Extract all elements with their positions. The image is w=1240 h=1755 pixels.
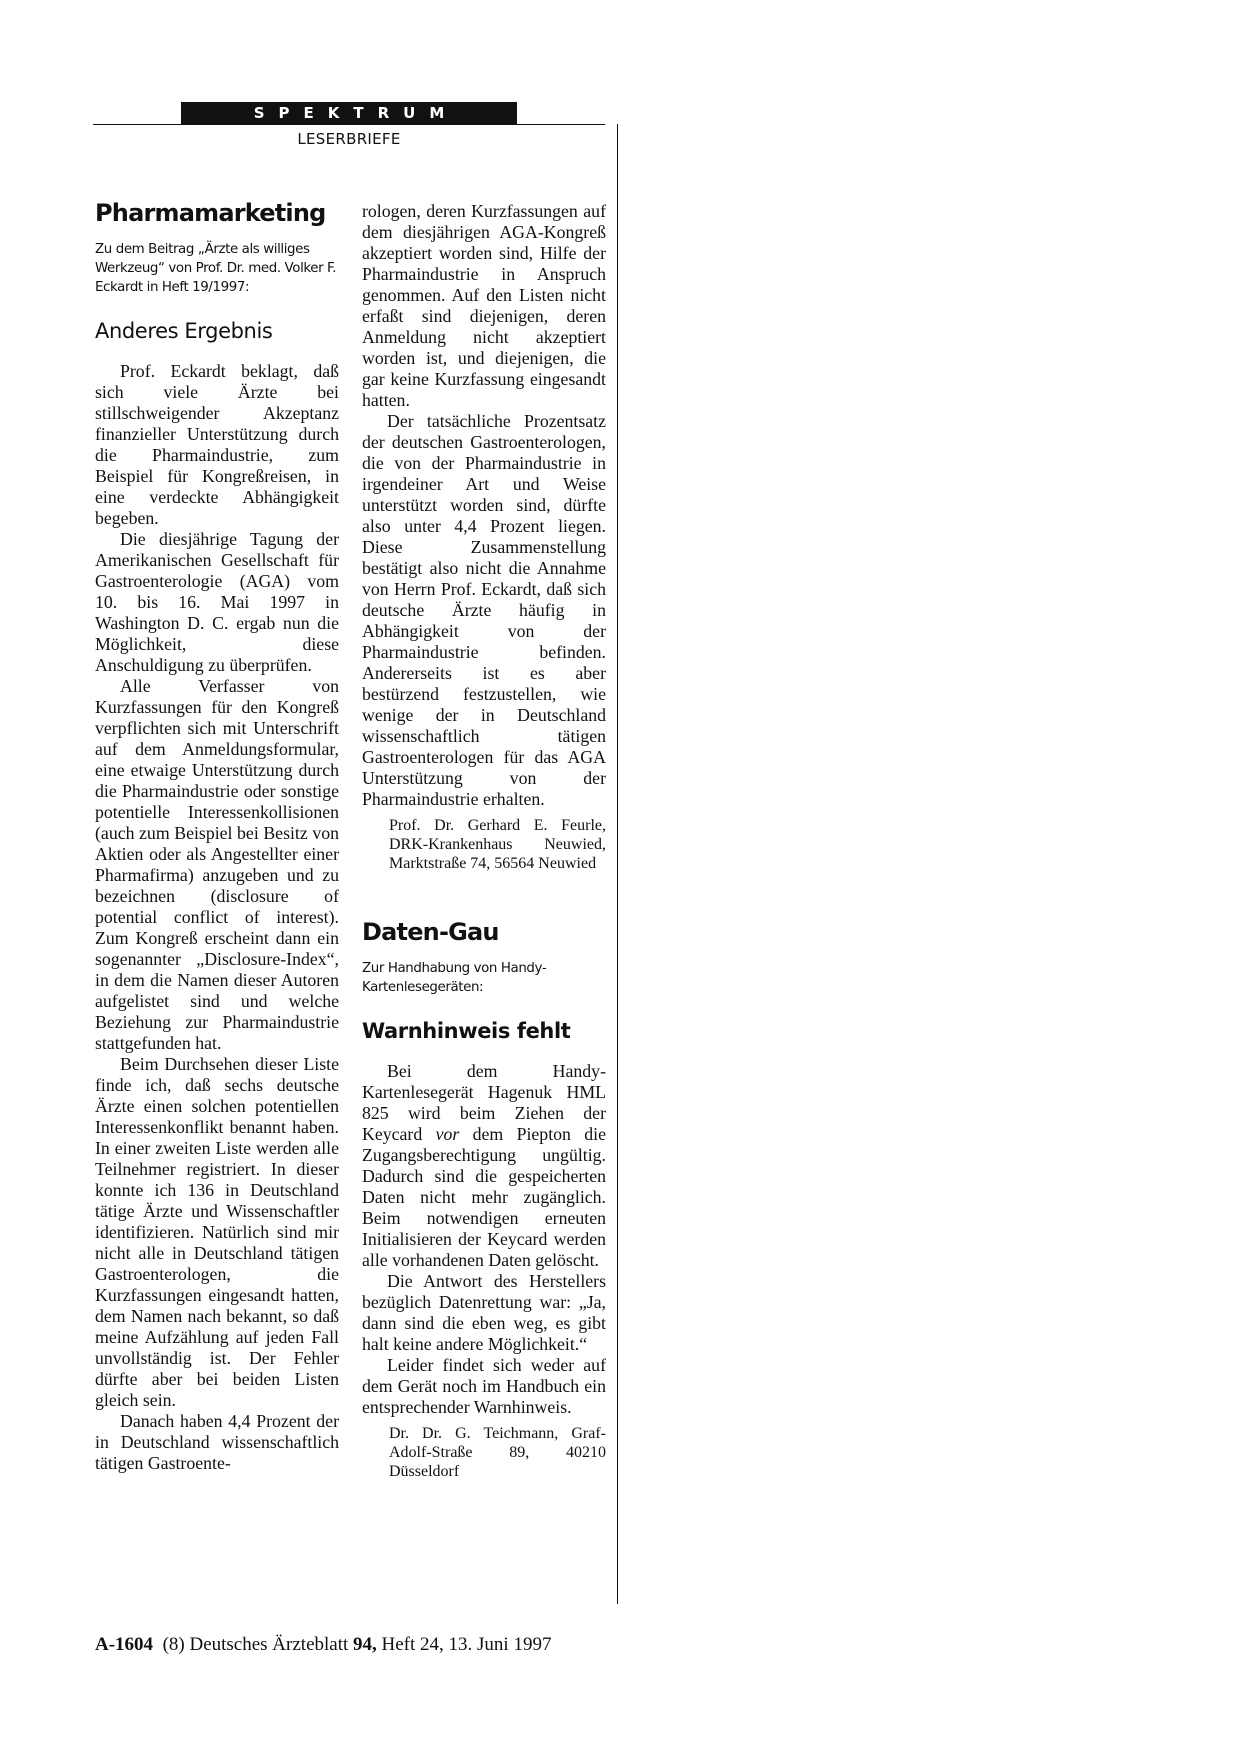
letter-signature: Prof. Dr. Gerhard E. Feurle, DRK-Krankenhaus Neuwied, Marktstraße 74, 56564 Neuwied <box>389 817 606 872</box>
letter-title-2: Warnhinweis fehlt <box>362 1019 571 1043</box>
page-code: A-1604 <box>95 1634 154 1655</box>
paragraph: Die Antwort des Herstellers bezüglich Datenrettung war: „Ja, dann sind die eben weg, es gibt halt keine andere Möglichkeit.“ <box>362 1271 606 1354</box>
paragraph: Beim Durchsehen dieser Liste finde ich, daß sechs deutsche Ärzte einen solchen potentiellen Interessenkonflikt benannt haben. In einer zweiten Liste werden alle Teilnehmer registriert. In dieser konnte ich 136 in Deutschland tätige Ärzte und Wissenschaftler identifizieren. Natürlich sind mir nicht alle in Deutschland tätigen Gastroenterologen, die Kurzfassungen eingesandt hatten, dem Namen nach bekannt, so daß meine Aufzählung auf jeden Fall unvollständig ist. Der Fehler dürfte aber bei beiden Listen gleich sein. <box>95 1054 339 1410</box>
left-column <box>95 198 339 1474</box>
page-number: (8) <box>162 1634 185 1655</box>
paragraph: Leider findet sich weder auf dem Gerät noch im Handbuch ein entsprechender Warnhinweis. <box>362 1355 606 1417</box>
page-footer <box>95 1634 551 1656</box>
issue-date: Heft 24, 13. Juni 1997 <box>381 1634 552 1655</box>
paragraph: Die diesjährige Tagung der Amerikanischen Gesellschaft für Gastroenterologie (AGA) vom 10. bis 16. Mai 1997 in Washington D. C. ergab nun die Möglichkeit, diese Anschuldigung zu überprüfen. <box>95 529 339 675</box>
journal-name: Deutsches Ärzteblatt <box>189 1634 349 1655</box>
section-header-bar: SPEKTRUM <box>181 102 517 124</box>
column-rule <box>617 124 618 1604</box>
paragraph-continued: rologen, deren Kurzfassungen auf dem diesjährigen AGA-Kongreß akzeptiert worden sind, Hilfe der Pharmaindustrie in Anspruch genommen. Auf den Listen nicht erfaßt sind diejenigen, deren Anmeldung nicht akzeptiert worden ist, und diejenigen, die gar keine Kurzfassung eingesandt hatten. <box>362 201 606 410</box>
letter-signature-2: Dr. Dr. G. Teichmann, Graf-Adolf-Straße 89, 40210 Düsseldorf <box>389 1425 606 1480</box>
header-rule <box>93 124 605 125</box>
right-column <box>362 201 606 1481</box>
volume: 94, <box>353 1634 377 1655</box>
subsection-label: LESERBRIEFE <box>297 130 401 148</box>
article-title-2: Daten-Gau <box>362 918 499 946</box>
article-title: Pharmamarketing <box>95 199 326 227</box>
article-intro-2: Zur Handhabung von Handy-Kartenlesegeräten: <box>362 961 547 995</box>
paragraph: Prof. Eckardt beklagt, daß sich viele Ärzte bei stillschweigender Akzeptanz finanzieller Unterstützung durch die Pharmaindustrie, zum Beispiel für Kongreßreisen, in eine verdeckte Abhängigkeit begeben. <box>95 361 339 528</box>
paragraph-start: Danach haben 4,4 Prozent der in Deutschland wissenschaftlich tätigen Gastroente- <box>95 1411 339 1473</box>
article-intro: Zu dem Beitrag „Ärzte als williges Werkzeug“ von Prof. Dr. med. Volker F. Eckardt in Heft 19/1997: <box>95 242 337 295</box>
letter-title: Anderes Ergebnis <box>95 319 273 343</box>
paragraph: Bei dem Handy-Kartenlesegerät Hagenuk HML 825 wird beim Ziehen der Keycard vor dem Piepton die Zugangsberechtigung ungültig. Dadurch sind die gespeicherten Daten nicht mehr zugänglich. Beim notwendigen erneuten Initialisieren der Keycard werden alle vorhandenen Daten gelöscht. <box>362 1061 606 1270</box>
paragraph: Alle Verfasser von Kurzfassungen für den Kongreß verpflichten sich mit Unterschrift auf dem Anmeldungsformular, eine etwaige Unterstützung durch die Pharmaindustrie oder sonstige potentielle Interessenkollisionen (auch zum Beispiel bei Besitz von Aktien oder als Angestellter einer Pharmafirma) anzugeben und zu bezeichnen (disclosure of potential conflict of interest). Zum Kongreß erscheint dann ein sogenannter „Disclosure-Index“, in dem die Namen dieser Autoren aufgelistet sind und welche Beziehung zur Pharmaindustrie stattgefunden hat. <box>95 676 339 1053</box>
paragraph: Der tatsächliche Prozentsatz der deutschen Gastroenterologen, die von der Pharmaindustrie in irgendeiner Art und Weise unterstützt worden sind, dürfte also unter 4,4 Prozent liegen. Diese Zusammenstellung bestätigt also nicht die Annahme von Herrn Prof. Eckardt, daß sich deutsche Ärzte häufig in Abhängigkeit von der Pharmaindustrie befinden. Andererseits ist es aber bestürzend festzustellen, wie wenige der in Deutschland wissenschaftlich tätigen Gastroenterologen für das AGA Unterstützung von der Pharmaindustrie erhalten. <box>362 411 606 809</box>
